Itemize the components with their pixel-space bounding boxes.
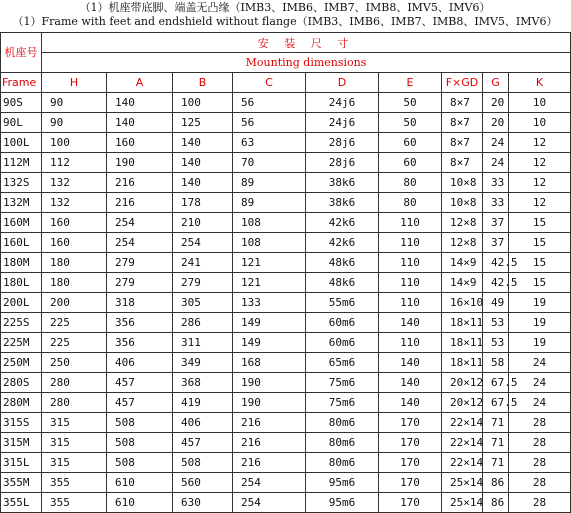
d-cell: 24j6 xyxy=(306,93,379,113)
column-header-f-gd: F×GD xyxy=(442,73,483,93)
e-cell: 110 xyxy=(379,333,442,353)
a-cell: 216 xyxy=(107,173,173,193)
g-cell: 37 xyxy=(483,213,509,233)
frame-cell: 132M xyxy=(1,193,42,213)
a-cell: 140 xyxy=(107,113,173,133)
k-cell: 19 xyxy=(509,293,571,313)
h-cell: 160 xyxy=(42,233,107,253)
c-cell: 190 xyxy=(233,373,306,393)
d-cell: 60m6 xyxy=(306,333,379,353)
h-cell: 225 xyxy=(42,313,107,333)
b-cell: 140 xyxy=(173,133,233,153)
k-cell: 19 xyxy=(509,333,571,353)
e-cell: 60 xyxy=(379,133,442,153)
g-cell: 86 xyxy=(483,473,509,493)
c-cell: 108 xyxy=(233,233,306,253)
e-cell: 170 xyxy=(379,453,442,473)
a-cell: 140 xyxy=(107,93,173,113)
b-cell: 305 xyxy=(173,293,233,313)
b-cell: 210 xyxy=(173,213,233,233)
table-row xyxy=(1,373,571,393)
f-gd-cell: 18×11 xyxy=(442,333,483,353)
d-cell: 42k6 xyxy=(306,213,379,233)
table-row xyxy=(1,353,571,373)
frame-cell: 315S xyxy=(1,413,42,433)
column-header-k: K xyxy=(509,73,571,93)
f-gd-cell: 12×8 xyxy=(442,233,483,253)
h-cell: 355 xyxy=(42,473,107,493)
frame-cell: 280M xyxy=(1,393,42,413)
e-cell: 110 xyxy=(379,233,442,253)
e-cell: 170 xyxy=(379,433,442,453)
h-cell: 315 xyxy=(42,433,107,453)
k-cell: 28 xyxy=(509,493,571,513)
f-gd-cell: 14×9 xyxy=(442,253,483,273)
g-cell: 53 xyxy=(483,313,509,333)
a-cell: 190 xyxy=(107,153,173,173)
b-cell: 125 xyxy=(173,113,233,133)
b-cell: 630 xyxy=(173,493,233,513)
c-cell: 254 xyxy=(233,493,306,513)
a-cell: 406 xyxy=(107,353,173,373)
a-cell: 508 xyxy=(107,433,173,453)
c-cell: 133 xyxy=(233,293,306,313)
mounting-dimensions-table xyxy=(0,32,571,513)
h-cell: 250 xyxy=(42,353,107,373)
h-cell: 280 xyxy=(42,373,107,393)
h-cell: 315 xyxy=(42,413,107,433)
column-header-c: C xyxy=(233,73,306,93)
frame-cell: 112M xyxy=(1,153,42,173)
f-gd-cell: 12×8 xyxy=(442,213,483,233)
d-cell: 95m6 xyxy=(306,473,379,493)
k-cell: 12 xyxy=(509,193,571,213)
d-cell: 48k6 xyxy=(306,273,379,293)
c-cell: 70 xyxy=(233,153,306,173)
g-cell: 37 xyxy=(483,233,509,253)
k-cell: 12 xyxy=(509,173,571,193)
k-cell: 28 xyxy=(509,473,571,493)
f-gd-cell: 25×14 xyxy=(442,493,483,513)
frame-cell: 180M xyxy=(1,253,42,273)
e-cell: 110 xyxy=(379,293,442,313)
g-cell: 24 xyxy=(483,133,509,153)
f-gd-cell: 25×14 xyxy=(442,473,483,493)
k-cell: 15 xyxy=(509,253,571,273)
a-cell: 508 xyxy=(107,413,173,433)
e-cell: 110 xyxy=(379,253,442,273)
k-cell: 15 xyxy=(509,273,571,293)
frame-cell: 315M xyxy=(1,433,42,453)
e-cell: 140 xyxy=(379,393,442,413)
a-cell: 457 xyxy=(107,393,173,413)
table-row xyxy=(1,313,571,333)
c-cell: 89 xyxy=(233,173,306,193)
b-cell: 140 xyxy=(173,153,233,173)
frame-cell: 355M xyxy=(1,473,42,493)
a-cell: 318 xyxy=(107,293,173,313)
h-cell: 132 xyxy=(42,173,107,193)
frame-cell: 200L xyxy=(1,293,42,313)
h-cell: 315 xyxy=(42,453,107,473)
e-cell: 140 xyxy=(379,353,442,373)
f-gd-cell: 20×12 xyxy=(442,373,483,393)
table-row xyxy=(1,493,571,513)
k-cell: 24 xyxy=(509,353,571,373)
table-row xyxy=(1,213,571,233)
column-header-e: E xyxy=(379,73,442,93)
table-body xyxy=(1,93,571,513)
c-cell: 149 xyxy=(233,313,306,333)
g-cell: 67.5 xyxy=(483,373,509,393)
column-header-b: B xyxy=(173,73,233,93)
b-cell: 311 xyxy=(173,333,233,353)
d-cell: 95m6 xyxy=(306,493,379,513)
e-cell: 50 xyxy=(379,113,442,133)
table-row xyxy=(1,433,571,453)
g-cell: 24 xyxy=(483,153,509,173)
e-cell: 170 xyxy=(379,413,442,433)
a-cell: 356 xyxy=(107,333,173,353)
d-cell: 55m6 xyxy=(306,293,379,313)
g-cell: 71 xyxy=(483,413,509,433)
k-cell: 24 xyxy=(509,393,571,413)
f-gd-cell: 22×14 xyxy=(442,413,483,433)
h-cell: 112 xyxy=(42,153,107,173)
b-cell: 368 xyxy=(173,373,233,393)
f-gd-cell: 22×14 xyxy=(442,453,483,473)
d-cell: 60m6 xyxy=(306,313,379,333)
h-cell: 160 xyxy=(42,213,107,233)
d-cell: 80m6 xyxy=(306,453,379,473)
k-cell: 19 xyxy=(509,313,571,333)
c-cell: 63 xyxy=(233,133,306,153)
b-cell: 178 xyxy=(173,193,233,213)
table-row xyxy=(1,393,571,413)
f-gd-cell: 8×7 xyxy=(442,93,483,113)
frame-number-header-cn: 机座号 xyxy=(1,33,42,73)
c-cell: 168 xyxy=(233,353,306,373)
frame-cell: 90L xyxy=(1,113,42,133)
e-cell: 80 xyxy=(379,173,442,193)
g-cell: 33 xyxy=(483,193,509,213)
d-cell: 42k6 xyxy=(306,233,379,253)
frame-cell: 225M xyxy=(1,333,42,353)
c-cell: 216 xyxy=(233,413,306,433)
h-cell: 225 xyxy=(42,333,107,353)
g-cell: 42.5 xyxy=(483,253,509,273)
f-gd-cell: 22×14 xyxy=(442,433,483,453)
e-cell: 140 xyxy=(379,313,442,333)
a-cell: 279 xyxy=(107,273,173,293)
e-cell: 50 xyxy=(379,93,442,113)
column-header-g: G xyxy=(483,73,509,93)
b-cell: 406 xyxy=(173,413,233,433)
a-cell: 254 xyxy=(107,233,173,253)
h-cell: 280 xyxy=(42,393,107,413)
table-row xyxy=(1,173,571,193)
e-cell: 60 xyxy=(379,153,442,173)
d-cell: 24j6 xyxy=(306,113,379,133)
k-cell: 24 xyxy=(509,373,571,393)
table-row xyxy=(1,193,571,213)
k-cell: 28 xyxy=(509,413,571,433)
g-cell: 71 xyxy=(483,433,509,453)
table-row xyxy=(1,453,571,473)
frame-cell: 225S xyxy=(1,313,42,333)
h-cell: 355 xyxy=(42,493,107,513)
table-row xyxy=(1,93,571,113)
h-cell: 180 xyxy=(42,273,107,293)
table-row xyxy=(1,333,571,353)
a-cell: 508 xyxy=(107,453,173,473)
e-cell: 170 xyxy=(379,473,442,493)
f-gd-cell: 14×9 xyxy=(442,273,483,293)
d-cell: 80m6 xyxy=(306,413,379,433)
h-cell: 90 xyxy=(42,93,107,113)
g-cell: 20 xyxy=(483,113,509,133)
a-cell: 457 xyxy=(107,373,173,393)
table-title-english: （1）Frame with feet and endshield without flange（IMB3、IMB6、IMB7、IMB8、IMV5、IMV6） xyxy=(12,15,558,28)
d-cell: 48k6 xyxy=(306,253,379,273)
c-cell: 108 xyxy=(233,213,306,233)
b-cell: 100 xyxy=(173,93,233,113)
frame-column-header: Frame xyxy=(1,73,42,93)
a-cell: 356 xyxy=(107,313,173,333)
d-cell: 38k6 xyxy=(306,193,379,213)
d-cell: 75m6 xyxy=(306,393,379,413)
column-header-a: A xyxy=(107,73,173,93)
frame-cell: 250M xyxy=(1,353,42,373)
k-cell: 28 xyxy=(509,433,571,453)
k-cell: 15 xyxy=(509,233,571,253)
a-cell: 610 xyxy=(107,473,173,493)
table-row xyxy=(1,113,571,133)
frame-cell: 355L xyxy=(1,493,42,513)
f-gd-cell: 10×8 xyxy=(442,193,483,213)
b-cell: 140 xyxy=(173,173,233,193)
g-cell: 20 xyxy=(483,93,509,113)
b-cell: 508 xyxy=(173,453,233,473)
c-cell: 254 xyxy=(233,473,306,493)
table-title-chinese: （1）机座带底脚、端盖无凸缘（IMB3、IMB6、IMB7、IMB8、IMV5、IMV6） xyxy=(79,1,491,14)
c-cell: 121 xyxy=(233,273,306,293)
f-gd-cell: 8×7 xyxy=(442,133,483,153)
h-cell: 200 xyxy=(42,293,107,313)
e-cell: 80 xyxy=(379,193,442,213)
mounting-dimensions-header: Mounting dimensions xyxy=(42,53,571,73)
frame-cell: 160L xyxy=(1,233,42,253)
c-cell: 56 xyxy=(233,93,306,113)
g-cell: 71 xyxy=(483,453,509,473)
e-cell: 110 xyxy=(379,273,442,293)
d-cell: 65m6 xyxy=(306,353,379,373)
d-cell: 75m6 xyxy=(306,373,379,393)
k-cell: 10 xyxy=(509,113,571,133)
c-cell: 216 xyxy=(233,453,306,473)
table-row xyxy=(1,473,571,493)
f-gd-cell: 18×11 xyxy=(442,353,483,373)
a-cell: 610 xyxy=(107,493,173,513)
f-gd-cell: 20×12 xyxy=(442,393,483,413)
installation-dimensions-header: 安 装 尺 寸 xyxy=(42,33,571,53)
column-header-h: H xyxy=(42,73,107,93)
g-cell: 42.5 xyxy=(483,273,509,293)
h-cell: 100 xyxy=(42,133,107,153)
c-cell: 89 xyxy=(233,193,306,213)
f-gd-cell: 8×7 xyxy=(442,113,483,133)
k-cell: 28 xyxy=(509,453,571,473)
table-row xyxy=(1,413,571,433)
table-row xyxy=(1,153,571,173)
c-cell: 216 xyxy=(233,433,306,453)
frame-cell: 160M xyxy=(1,213,42,233)
column-header-d: D xyxy=(306,73,379,93)
b-cell: 286 xyxy=(173,313,233,333)
frame-cell: 100L xyxy=(1,133,42,153)
c-cell: 56 xyxy=(233,113,306,133)
b-cell: 349 xyxy=(173,353,233,373)
h-cell: 132 xyxy=(42,193,107,213)
f-gd-cell: 8×7 xyxy=(442,153,483,173)
d-cell: 38k6 xyxy=(306,173,379,193)
e-cell: 140 xyxy=(379,373,442,393)
d-cell: 28j6 xyxy=(306,133,379,153)
k-cell: 12 xyxy=(509,153,571,173)
b-cell: 254 xyxy=(173,233,233,253)
e-cell: 110 xyxy=(379,213,442,233)
b-cell: 419 xyxy=(173,393,233,413)
g-cell: 67.5 xyxy=(483,393,509,413)
b-cell: 560 xyxy=(173,473,233,493)
frame-cell: 132S xyxy=(1,173,42,193)
c-cell: 121 xyxy=(233,253,306,273)
b-cell: 279 xyxy=(173,273,233,293)
a-cell: 279 xyxy=(107,253,173,273)
table-row xyxy=(1,273,571,293)
c-cell: 149 xyxy=(233,333,306,353)
table-row xyxy=(1,233,571,253)
d-cell: 80m6 xyxy=(306,433,379,453)
b-cell: 241 xyxy=(173,253,233,273)
frame-cell: 90S xyxy=(1,93,42,113)
frame-cell: 280S xyxy=(1,373,42,393)
f-gd-cell: 16×10 xyxy=(442,293,483,313)
g-cell: 33 xyxy=(483,173,509,193)
f-gd-cell: 18×11 xyxy=(442,313,483,333)
g-cell: 53 xyxy=(483,333,509,353)
g-cell: 58 xyxy=(483,353,509,373)
frame-cell: 180L xyxy=(1,273,42,293)
a-cell: 160 xyxy=(107,133,173,153)
table-row xyxy=(1,253,571,273)
h-cell: 90 xyxy=(42,113,107,133)
k-cell: 12 xyxy=(509,133,571,153)
frame-cell: 315L xyxy=(1,453,42,473)
b-cell: 457 xyxy=(173,433,233,453)
table-row xyxy=(1,293,571,313)
h-cell: 180 xyxy=(42,253,107,273)
a-cell: 254 xyxy=(107,213,173,233)
e-cell: 170 xyxy=(379,493,442,513)
table-row xyxy=(1,133,571,153)
g-cell: 86 xyxy=(483,493,509,513)
f-gd-cell: 10×8 xyxy=(442,173,483,193)
d-cell: 28j6 xyxy=(306,153,379,173)
k-cell: 15 xyxy=(509,213,571,233)
k-cell: 10 xyxy=(509,93,571,113)
g-cell: 49 xyxy=(483,293,509,313)
c-cell: 190 xyxy=(233,393,306,413)
a-cell: 216 xyxy=(107,193,173,213)
